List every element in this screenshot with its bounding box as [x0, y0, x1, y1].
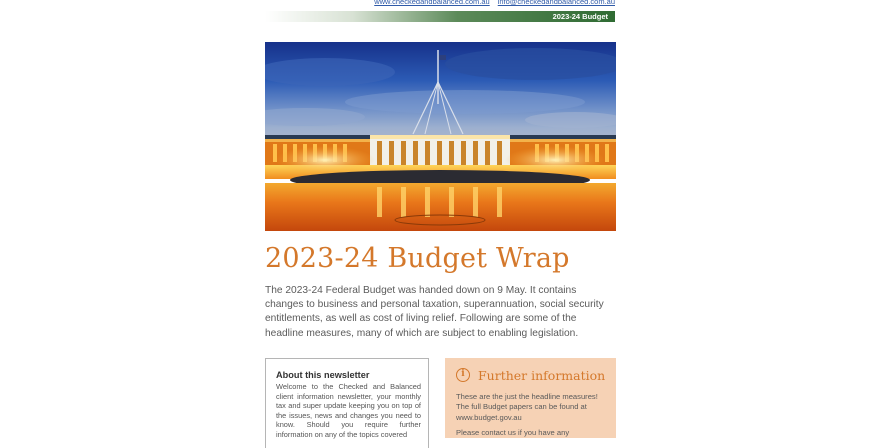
further-body-text: These are the just the headline measures! The full Budget papers can be found at www.budget.gov.au [456, 392, 598, 422]
about-newsletter-box [265, 358, 429, 448]
hero-image [265, 42, 616, 231]
email-link[interactable]: info@checkedandbalanced.com.au [497, 0, 615, 6]
info-icon: i [456, 368, 470, 382]
further-heading: Further information [478, 368, 606, 383]
issue-bar [265, 11, 615, 22]
header-links [372, 0, 615, 9]
further-body [456, 392, 611, 438]
about-body: Welcome to the Checked and Balanced client information newsletter, your monthly tax and super update keeping you on top of the issues, news and changes you need to know. Should you require further information on any of the topics covered [276, 382, 421, 439]
further-body-text-2: Please contact us if you have any [456, 428, 570, 438]
further-information-box [445, 358, 616, 438]
about-heading: About this newsletter [276, 370, 370, 380]
issue-label: 2023-24 Budget [552, 12, 608, 21]
website-link[interactable]: www.checkedandbalanced.com.au [374, 0, 490, 6]
article-intro: The 2023-24 Federal Budget was handed down on 9 May. It contains changes to business and personal taxation, superannuation, social security entitlements, as well as cost of living relief. Following are some of the headline measures, many of which are subject to enabling legislation. [265, 285, 604, 339]
article-title: 2023-24 Budget Wrap [265, 243, 570, 274]
